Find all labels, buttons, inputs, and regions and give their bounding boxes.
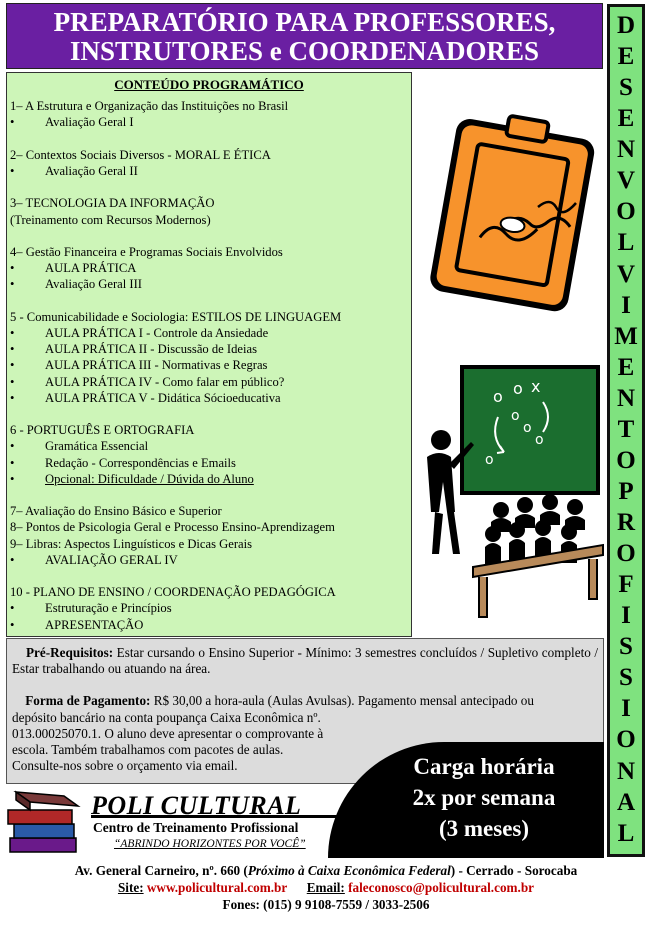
web-contacts: Site: www.policultural.com.br Email: faleconosco@policultural.com.br (117, 880, 535, 895)
side-letter: O (616, 198, 636, 226)
side-letter: I (621, 602, 631, 630)
side-letter: O (616, 726, 636, 754)
side-letter: I (621, 291, 631, 319)
svg-text:x: x (531, 377, 541, 396)
module-6: 6 - PORTUGUÊS E ORTOGRAFIA (10, 423, 195, 438)
module-3-subtitle: (Treinamento com Recursos Modernos) (10, 212, 211, 227)
module-5-item: • AULA PRÁTICA V - Didática Sócioeducativa (7, 390, 411, 406)
module-6-item: • Redação - Correspondências e Emails (7, 455, 411, 471)
side-letter: A (616, 788, 636, 816)
module-5-item: • AULA PRÁTICA II - Discussão de Ideias (7, 341, 411, 357)
module-7: 7– Avaliação do Ensino Básico e Superior (10, 504, 222, 519)
module-5-item: • AULA PRÁTICA III - Normativas e Regras (7, 357, 411, 373)
side-letter: V (616, 167, 636, 195)
side-letter: F (618, 571, 634, 599)
header-line-1: PREPARATÓRIO PARA PROFESSORES, (53, 7, 556, 37)
side-letter: L (617, 229, 635, 257)
module-10: 10 - PLANO DE ENSINO / COORDENAÇÃO PEDAGÓGICA (10, 585, 336, 600)
illustrations (413, 72, 605, 637)
module-8: 8– Pontos de Psicologia Geral e Processo Ensino-Aprendizagem (10, 520, 335, 535)
email-link[interactable]: faleconosco@policultural.com.br (348, 880, 535, 895)
side-letter: O (616, 446, 636, 474)
module-10-item: • APRESENTAÇÃO (7, 617, 411, 633)
contact-footer (6, 862, 646, 928)
module-6-item: • Opcional: Dificuldade / Dúvida do Aluno (7, 471, 411, 487)
side-letter: D (616, 12, 636, 39)
page-header (6, 3, 603, 69)
payment: Forma de Pagamento: R$ 30,00 a hora-aula (Aulas Avulsas). Pagamento mensal antecipado ou depósito bancário na conta poupança Caixa Econômica nº. 013.00025070.1. O aluno deve apresentar o comprovante à escola. Também trabalhamos com pacotes de aulas. Consulte-nos sobre o orçamento via email. (12, 693, 534, 774)
brand-subtitle: Centro de Treinamento Profissional (93, 820, 299, 835)
side-letter: N (616, 757, 636, 785)
side-letter: V (616, 260, 636, 288)
side-letter: L (617, 819, 635, 847)
brand-block (6, 786, 326, 858)
side-letter: E (617, 353, 635, 381)
books-icon (6, 786, 86, 858)
module-3: 3– TECNOLOGIA DA INFORMAÇÃO (10, 196, 215, 211)
side-letter: I (621, 695, 631, 723)
side-letter: O (616, 540, 636, 568)
module-6-item: • Gramática Essencial (7, 438, 411, 454)
module-4-item: • Avaliação Geral III (7, 276, 411, 292)
module-5-item: • AULA PRÁTICA IV - Como falar em público? (7, 374, 411, 390)
workload-badge (328, 742, 604, 858)
module-4-item: • AULA PRÁTICA (7, 260, 411, 276)
side-letter: S (619, 633, 633, 661)
syllabus-panel (6, 72, 412, 637)
module-5-item: • AULA PRÁTICA I - Controle da Ansiedade (7, 325, 411, 341)
prerequisites: Pré-Requisitos: Estar cursando o Ensino Superior - Mínimo: 3 semestres concluídos / Supletivo completo / Estar trabalhando ou atuando na área. (12, 645, 598, 677)
side-letter: N (616, 136, 636, 164)
side-letter: R (616, 509, 636, 536)
clipboard-icon (428, 107, 598, 314)
module-4: 4– Gestão Financeira e Programas Sociais Envolvidos (10, 244, 283, 259)
module-2: 2– Contextos Sociais Diversos - MORAL E ÉTICA (10, 147, 271, 162)
header-line-2: INSTRUTORES e COORDENADORES (69, 36, 540, 66)
module-10-item: • Estruturação e Princípios (7, 600, 411, 616)
phones: Fones: (015) 9 9108-7559 / 3033-2506 (222, 897, 430, 912)
svg-text:o: o (485, 452, 494, 468)
side-letter: N (616, 384, 636, 412)
brand-slogan: “ABRINDO HORIZONTES POR VOCÊ” (114, 838, 306, 850)
workload-line-1: Carga horária (413, 754, 555, 779)
side-letter: T (617, 415, 635, 443)
side-banner (607, 4, 645, 857)
svg-text:o: o (493, 387, 503, 406)
syllabus-title: CONTEÚDO PROGRAMÁTICO (114, 77, 304, 92)
side-letter: M (614, 322, 638, 350)
site-link[interactable]: www.policultural.com.br (146, 880, 287, 895)
side-letter: P (618, 477, 634, 505)
module-9-item: • AVALIAÇÃO GERAL IV (7, 552, 411, 568)
workload-line-3: (3 meses) (438, 816, 530, 841)
side-letter: E (617, 105, 635, 133)
brand-name: POLI CULTURAL (91, 794, 361, 818)
side-letter: S (619, 74, 633, 102)
module-1: 1– A Estrutura e Organização das Instituições no Brasil (10, 99, 289, 114)
side-letter: S (619, 664, 633, 692)
svg-text:o: o (513, 379, 523, 398)
address: Av. General Carneiro, nº. 660 (Próximo à Caixa Econômica Federal) - Cerrado - Sorocaba (74, 863, 578, 878)
svg-text:o: o (535, 432, 544, 448)
chalkboard-icon (460, 365, 600, 495)
module-1-item: • Avaliação Geral I (7, 114, 411, 130)
module-5: 5 - Comunicabilidade e Sociologia: ESTILOS DE LINGUAGEM (10, 309, 342, 324)
module-2-item: • Avaliação Geral II (7, 163, 411, 179)
side-letter: E (617, 43, 635, 71)
module-9: 9– Libras: Aspectos Linguísticos e Dicas Gerais (10, 536, 253, 551)
svg-text:o: o (523, 420, 532, 436)
workload-line-2: 2x por semana (412, 785, 556, 810)
svg-text:o: o (511, 408, 520, 424)
